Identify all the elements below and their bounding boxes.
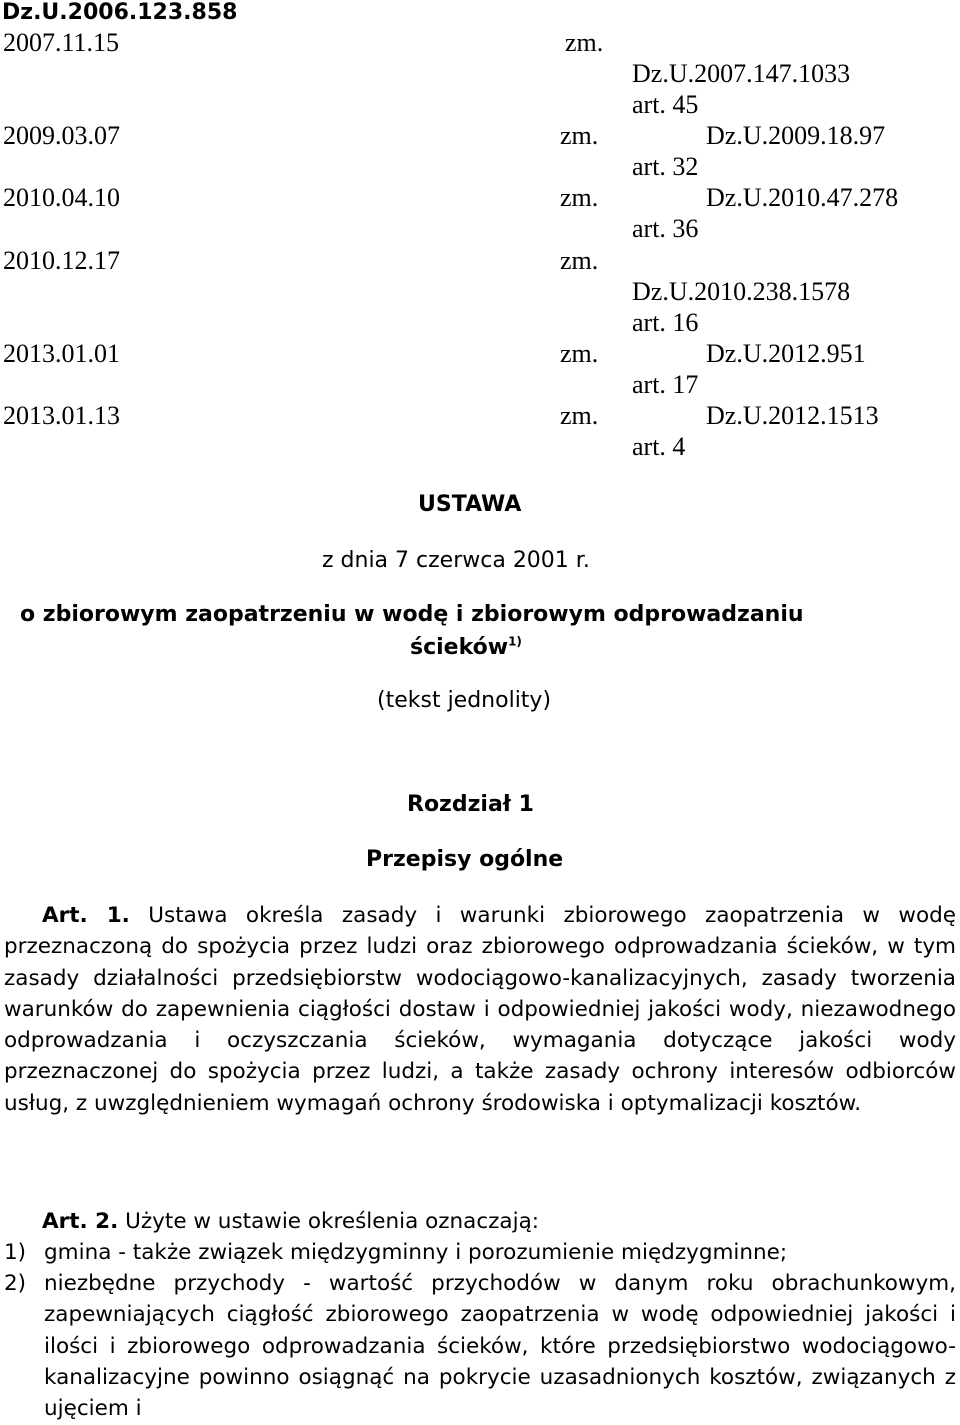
amendment-zm: zm.	[560, 246, 599, 275]
amendment-ref: Dz.U.2009.18.97	[706, 121, 886, 150]
amendment-art: art. 32	[632, 152, 699, 181]
article-label: Art. 2.	[42, 1209, 119, 1234]
list-item-text: niezbędne przychody - wartość przychodów w danym roku obrachunkowym, zapewniających ciągłość zbiorowego zaopatrzenia w wodę odpowiedniej jakości i ilości i zbiorowego odprowadzania ścieków, które przedsiębiorstwo wodociągowo-kanalizacyjne powinno osiągnąć na pokrycie uzasadnionych kosztów, związanych z ujęciem i	[44, 1271, 956, 1422]
amendment-art: art. 16	[632, 308, 699, 337]
list-item-number: 1)	[4, 1240, 27, 1265]
list-item-number: 2)	[4, 1271, 27, 1296]
chapter-number: Rozdział 1	[407, 792, 534, 817]
article-text: Użyte w ustawie określenia oznaczają:	[125, 1209, 539, 1234]
amendment-ref: Dz.U.2010.47.278	[706, 183, 899, 212]
act-consolidated-note: (tekst jednolity)	[377, 688, 552, 713]
list-item	[4, 1237, 956, 1269]
amendment-ref: Dz.U.2012.951	[706, 339, 866, 368]
footnote-mark[interactable]: 1)	[508, 634, 522, 649]
amendment-date: 2013.01.13	[3, 401, 120, 430]
act-title-line2	[410, 635, 522, 660]
act-title-word: ścieków	[410, 635, 509, 660]
act-type: USTAWA	[418, 492, 522, 517]
article-label: Art. 1.	[42, 903, 130, 928]
amendment-art: art. 17	[632, 370, 699, 399]
amendment-ref: Dz.U.2010.238.1578	[632, 277, 851, 306]
amendment-art: art. 36	[632, 214, 699, 243]
amendment-zm: zm.	[565, 28, 604, 57]
article-text: Ustawa określa zasady i warunki zbiorowego zaopatrzenia w wodę przeznaczoną do spożycia przez ludzi oraz zbiorowego odprowadzania ścieków, w tym zasady działalności przedsiębiorstw wodociągowo-kanalizacyjnych, zasady tworzenia warunków do zapewnienia ciągłości dostaw i odpowiedniej jakości wody, niezawodnego odprowadzania i oczyszczania ścieków, wymagania dotyczące jakości wody przeznaczonej do spożycia przez ludzi, a także zasady ochrony interesów odbiorców usług, z uwzględnieniem wymagań ochrony środowiska i optymalizacji kosztów.	[4, 903, 956, 1116]
amendment-art: art. 45	[632, 90, 699, 119]
amendment-date: 2013.01.01	[3, 339, 120, 368]
amendment-zm: zm.	[560, 121, 599, 150]
amendment-zm: zm.	[560, 183, 599, 212]
amendment-date: 2007.11.15	[3, 28, 120, 57]
header-journal-ref: Dz.U.2006.123.858	[2, 0, 238, 25]
amendment-zm: zm.	[560, 401, 599, 430]
amendment-art: art. 4	[632, 432, 686, 461]
article-2	[4, 1206, 956, 1237]
amendment-date: 2010.12.17	[3, 246, 120, 275]
amendment-ref: Dz.U.2007.147.1033	[632, 59, 851, 88]
act-date: z dnia 7 czerwca 2001 r.	[322, 548, 590, 573]
amendment-date: 2010.04.10	[3, 183, 120, 212]
article-1	[4, 900, 956, 1119]
amendment-ref: Dz.U.2012.1513	[706, 401, 879, 430]
act-title: o zbiorowym zaopatrzeniu w wodę i zbiorowym odprowadzaniu	[20, 602, 804, 627]
amendment-date: 2009.03.07	[3, 121, 120, 150]
amendment-zm: zm.	[560, 339, 599, 368]
chapter-title: Przepisy ogólne	[366, 847, 564, 872]
list-item-text: gmina - także związek międzygminny i porozumienie międzygminne;	[44, 1240, 788, 1265]
